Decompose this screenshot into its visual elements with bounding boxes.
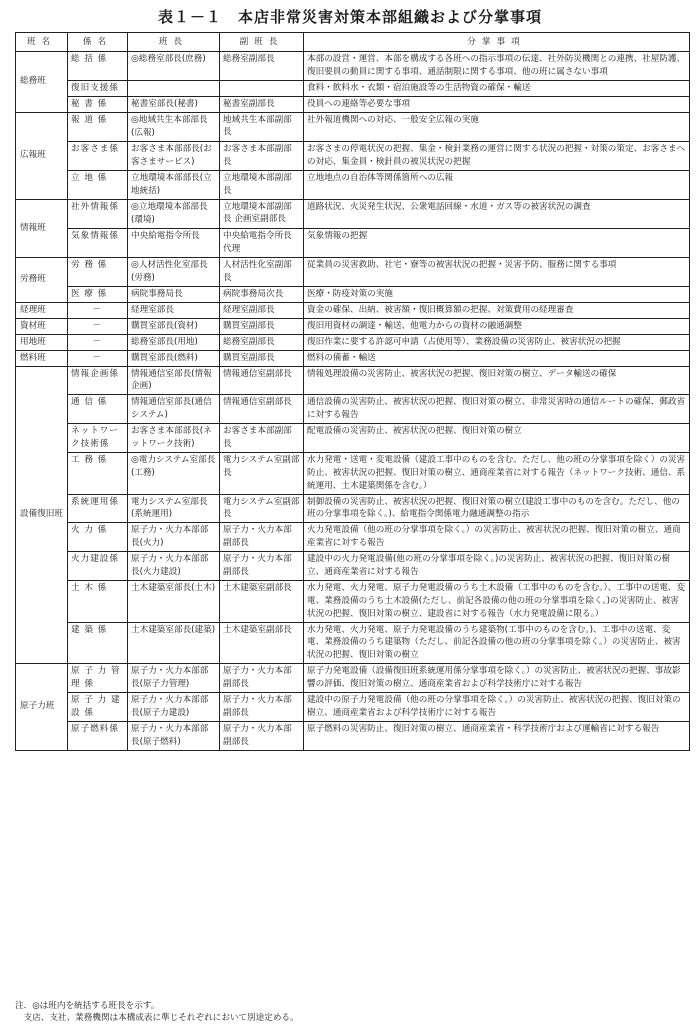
footnotes [15, 1000, 685, 1025]
table-row [16, 287, 690, 303]
fuku-hancho-name: 原子力・火力本部副部長 [220, 693, 304, 722]
hancho-cell [128, 52, 220, 81]
hancho-name: 総務室部長(庶務) [138, 54, 206, 64]
table-row [16, 366, 690, 395]
hancho-cell [128, 395, 220, 424]
hancho-name: 原子力・火力本部部長(原子力建設) [131, 695, 209, 718]
hancho-cell [128, 452, 220, 494]
hancho-cell [128, 424, 220, 453]
hancho-cell [128, 523, 220, 552]
hancho-name: お客さま本部部長(ネットワーク技術) [131, 426, 212, 449]
kakari-name: 秘 書 係 [68, 96, 128, 112]
kakari-name: 原子燃料係 [68, 721, 128, 750]
fuku-hancho-name: 総務室副部長 [220, 334, 304, 350]
table-row [16, 96, 690, 112]
duty-description: 燃料の備蓄・輸送 [304, 350, 690, 366]
fuku-hancho-name: 原子力・火力本部副部長 [220, 664, 304, 693]
fuku-hancho-name: お客さま本部副部長 [220, 424, 304, 453]
duty-description: 制御設備の災害防止、被害状況の把握、復旧対策の樹立(建設工事中のものを含む。ただし、他の班の分掌事項を除く。)、給電指令関係電力融通調整の指示 [304, 494, 690, 523]
section-name: 労務班 [16, 257, 68, 302]
fuku-hancho-name: 原子力・火力本部副部長 [220, 523, 304, 552]
column-header: 係名 [68, 33, 128, 52]
duty-description: 建設中の原子力発電設備（他の班の分掌事項を除く。）の災害防止、被害状況の把握、復旧対策の樹立、通商産業省および科学技術庁に対する報告 [304, 693, 690, 722]
hancho-cell [128, 552, 220, 581]
duty-description: 情報処理設備の災害防止、被害状況の把握、復旧対策の樹立、データ輸送の確保 [304, 366, 690, 395]
duty-description: 水力発電・送電・変電設備（建設工事中のものを含む。ただし、他の班の分掌事項を除く）の災害防止、被害状況の把握、復旧対策の樹立、通商産業省に対する報告（ネットワーク技術、通信、系統運用、土木建築関係を含む。） [304, 452, 690, 494]
duty-description: 社外報道機関への対応、一般安全広報の実施 [304, 112, 690, 141]
kakari-name: 火力建設係 [68, 552, 128, 581]
table-row [16, 170, 690, 199]
hancho-name: 電力システム室部長(系統運用) [131, 496, 208, 520]
hancho-name: 原子力・火力本部部長(火力建設) [131, 554, 209, 577]
hancho-cell [128, 257, 220, 286]
table-row [16, 494, 690, 523]
organization-table [15, 32, 690, 751]
table-row [16, 112, 690, 141]
duty-description: 本部の設営・運営、本部を構成する各班への指示事項の伝達、社外防災機関との連携、社屋防護、復旧要員の動員に関する事項、通話制限に関する事項、他の班に属さない事項 [304, 52, 690, 81]
hancho-name: 購買室部長(資材) [131, 320, 198, 331]
fuku-hancho-name: 原子力・火力本部副部長 [220, 721, 304, 750]
section-name: 情報班 [16, 199, 68, 257]
footnote: 注．◎は班内を統括する班長を示す。 [15, 1001, 160, 1011]
hancho-name: 総務室部長(用地) [131, 336, 198, 347]
kakari-name: 報 道 係 [68, 112, 128, 141]
fuku-hancho-name: 人材活性化室副部長 [220, 257, 304, 286]
lead-mark: ◎ [131, 114, 139, 125]
hancho-name: 病院事務局長 [131, 289, 183, 300]
column-header: 班長 [128, 33, 220, 52]
duty-description: 道路状況、火災発生状況、公衆電話回線・水道・ガス等の被害状況の調査 [304, 199, 690, 228]
hancho-cell [128, 334, 220, 350]
section-name: 設備復旧班 [16, 366, 68, 664]
hancho-name: 購買室部長(燃料) [131, 352, 198, 363]
kakari-name: 復旧支援係 [68, 80, 128, 96]
table-row [16, 318, 690, 334]
fuku-hancho-name: お客さま本部副部長 [220, 141, 304, 170]
kakari-name: 通 信 係 [68, 395, 128, 424]
hancho-name: 地域共生本部部長(広報) [131, 114, 208, 139]
hancho-name: 立地環境本部部長(環境) [131, 201, 208, 226]
kakari-name: 工 務 係 [68, 452, 128, 494]
hancho-cell [128, 622, 220, 664]
hancho-cell [128, 494, 220, 523]
section-name: 資材班 [16, 318, 68, 334]
kakari-name: お客さま係 [68, 141, 128, 170]
duty-description: 立地地点の自治体等関係箇所への広報 [304, 170, 690, 199]
kakari-name: 気象情報係 [68, 228, 128, 257]
hancho-name: 立地環境本部部長(立地統括) [131, 172, 212, 196]
fuku-hancho-name: 中央給電指令所長代理 [220, 228, 304, 257]
kakari-name: 立 地 係 [68, 170, 128, 199]
kakari-name: 労 務 係 [68, 257, 128, 286]
duty-description: お客さまの停電状況の把握、集金・検針業務の運営に関する状況の把握・対策の策定、お客さまへの対応、集金員・検針員の被災状況の把握 [304, 141, 690, 170]
kakari-name: － [68, 318, 128, 334]
fuku-hancho-name [220, 80, 304, 96]
table-body [16, 52, 690, 751]
duty-description: 役員への連絡等必要な事項 [304, 96, 690, 112]
hancho-cell [128, 350, 220, 366]
fuku-hancho-name: 原子力・火力本部副部長 [220, 552, 304, 581]
hancho-cell [128, 96, 220, 112]
column-header: 分掌事項 [304, 33, 690, 52]
hancho-cell [128, 287, 220, 303]
kakari-name: 原 子 力 建 設 係 [68, 693, 128, 722]
hancho-cell [128, 170, 220, 199]
table-row [16, 452, 690, 494]
section-name: 燃料班 [16, 350, 68, 366]
table-row [16, 693, 690, 722]
hancho-cell [128, 664, 220, 693]
table-row [16, 334, 690, 350]
lead-mark: ◎ [131, 454, 139, 465]
table-row [16, 80, 690, 96]
fuku-hancho-name: 立地環境本部副部長 企画室副部長 [220, 199, 304, 228]
fuku-hancho-name: 立地環境本部副部長 [220, 170, 304, 199]
duty-description: 復旧用資材の調達・輸送、他電力からの資材の融通調整 [304, 318, 690, 334]
hancho-name: 電力システム室部長(工務) [131, 454, 216, 479]
hancho-cell [128, 80, 220, 96]
fuku-hancho-name: 購買室副部長 [220, 350, 304, 366]
kakari-name: 医 療 係 [68, 287, 128, 303]
page-title: 表１－１ 本店非常災害対策本部組織および分掌事項 [157, 8, 542, 26]
duty-description: 資金の確保、出納、被害額・復旧概算額の把握、対策費用の経理審査 [304, 302, 690, 318]
fuku-hancho-name: 土木建築室副部長 [220, 622, 304, 664]
hancho-name: 秘書室部長(秘書) [131, 98, 198, 109]
duty-description: 水力発電、火力発電、原子力発電設備のうち土木設備（工事中のものを含む。）、工事中の送電、変電、業務設備のうち土木設備(ただし、前記各設備の他の班の分掌事項を除く。)の災害防止、被害状況の把握、復旧対策の樹立、建設省に対する報告（水力発電設備に限る。） [304, 580, 690, 622]
fuku-hancho-name: 電力システム室副部長 [220, 494, 304, 523]
table-row [16, 523, 690, 552]
table-row [16, 302, 690, 318]
hancho-name: 土木建築室部長(土木) [131, 582, 216, 593]
table-row [16, 721, 690, 750]
kakari-name: － [68, 302, 128, 318]
kakari-name: 社外情報係 [68, 199, 128, 228]
section-name: 広報班 [16, 112, 68, 199]
duty-description: 従業員の災害救助、社宅・寮等の被害状況の把握・災害予防、服務に関する事項 [304, 257, 690, 286]
duty-description: 医療・防疫対策の実施 [304, 287, 690, 303]
table-row [16, 664, 690, 693]
table-row [16, 141, 690, 170]
duty-description: 原子燃料の災害防止、復旧対策の樹立、通商産業省・科学技術庁および運輸省に対する報告 [304, 721, 690, 750]
duty-description: 水力発電、火力発電、原子力発電設備のうち建築物(工事中のものを含む。)、工事中の送電、変電、業務設備のうち建築物（ただし、前記各設備の他の班の分掌事項を除く。）の災害防止、被害状況の把握、復旧対策の樹立 [304, 622, 690, 664]
table-row [16, 257, 690, 286]
hancho-name: 人材活性化室部長(労務) [131, 259, 208, 284]
hancho-name: 原子力・火力本部部長(火力) [131, 525, 209, 549]
hancho-name: 情報通信室部長(情報企画) [131, 368, 212, 392]
kakari-name: 建 築 係 [68, 622, 128, 664]
duty-description: 気象情報の把握 [304, 228, 690, 257]
duty-description: 原子力発電設備（設備復旧班系統運用係分掌事項を除く。）の災害防止、被害状況の把握、事故影響の評価、復旧対策の樹立、通商産業省および科学技術庁に対する報告 [304, 664, 690, 693]
lead-mark: ◎ [131, 259, 139, 270]
footnote: 支店、支社、業務機関は本構成表に準じそれぞれにおいて別途定める。 [15, 1013, 299, 1024]
fuku-hancho-name: 経理室副部長 [220, 302, 304, 318]
section-name: 経理班 [16, 302, 68, 318]
table-header-row [16, 33, 690, 52]
hancho-cell [128, 141, 220, 170]
table-row [16, 552, 690, 581]
table-row [16, 395, 690, 424]
hancho-cell [128, 318, 220, 334]
hancho-name: 原子力・火力本部部長(原子燃料) [131, 723, 209, 747]
hancho-cell [128, 302, 220, 318]
kakari-name: 総 括 係 [68, 52, 128, 81]
fuku-hancho-name: 情報通信室副部長 [220, 366, 304, 395]
fuku-hancho-name: 電力システム室副部長 [220, 452, 304, 494]
duty-description: 火力発電設備（他の班の分掌事項を除く。）の災害防止、被害状況の把握、復旧対策の樹立、通商産業省に対する報告 [304, 523, 690, 552]
kakari-name: ネットワーク技術係 [68, 424, 128, 453]
lead-mark: ◎ [131, 201, 139, 212]
fuku-hancho-name: 購買室副部長 [220, 318, 304, 334]
lead-mark: ◎ [131, 54, 139, 64]
section-name: 総務班 [16, 52, 68, 113]
table-row [16, 199, 690, 228]
section-name: 原子力班 [16, 664, 68, 750]
fuku-hancho-name: 秘書室副部長 [220, 96, 304, 112]
hancho-cell [128, 366, 220, 395]
kakari-name: 情報企画係 [68, 366, 128, 395]
fuku-hancho-name: 土木建築室副部長 [220, 580, 304, 622]
table-row [16, 52, 690, 81]
kakari-name: 火 力 係 [68, 523, 128, 552]
kakari-name: － [68, 334, 128, 350]
kakari-name: 原 子 力 管 理 係 [68, 664, 128, 693]
table-row [16, 580, 690, 622]
hancho-cell [128, 721, 220, 750]
fuku-hancho-name: 総務室副部長 [220, 52, 304, 81]
hancho-name: 情報通信室部長(通信システム) [131, 397, 212, 421]
table-row [16, 424, 690, 453]
kakari-name: － [68, 350, 128, 366]
kakari-name: 系統運用係 [68, 494, 128, 523]
hancho-name: 中央給電指令所長 [131, 230, 200, 241]
hancho-cell [128, 693, 220, 722]
fuku-hancho-name: 情報通信室副部長 [220, 395, 304, 424]
column-header: 班名 [16, 33, 68, 52]
duty-description: 食料・飲料水・衣類・宿泊施設等の生活物資の確保・輸送 [304, 80, 690, 96]
hancho-cell [128, 199, 220, 228]
column-header: 副班長 [220, 33, 304, 52]
hancho-name: 土木建築室部長(建築) [131, 624, 216, 635]
table-row [16, 622, 690, 664]
table-row [16, 228, 690, 257]
duty-description: 通信設備の災害防止、被害状況の把握、復旧対策の樹立、非常災害時の通信ルートの確保、郵政省に対する報告 [304, 395, 690, 424]
table-row [16, 350, 690, 366]
duty-description: 復旧作業に要する許認可申請（占使用等）、業務設備の災害防止、被害状況の把握 [304, 334, 690, 350]
hancho-name: 経理室部長 [131, 304, 174, 315]
fuku-hancho-name: 病院事務局次長 [220, 287, 304, 303]
kakari-name: 土 木 係 [68, 580, 128, 622]
section-name: 用地班 [16, 334, 68, 350]
hancho-cell [128, 580, 220, 622]
hancho-cell [128, 228, 220, 257]
duty-description: 建設中の火力発電設備(他の班の分掌事項を除く。)の災害防止、被害状況の把握、復旧対策の樹立、通商産業省に対する報告 [304, 552, 690, 581]
duty-description: 配電設備の災害防止、被害状況の把握、復旧対策の樹立 [304, 424, 690, 453]
fuku-hancho-name: 地域共生本部副部長 [220, 112, 304, 141]
hancho-name: 原子力・火力本部部長(原子力管理) [131, 666, 209, 690]
hancho-name: お客さま本部部長(お客さまサービス) [131, 143, 212, 167]
hancho-cell [128, 112, 220, 141]
